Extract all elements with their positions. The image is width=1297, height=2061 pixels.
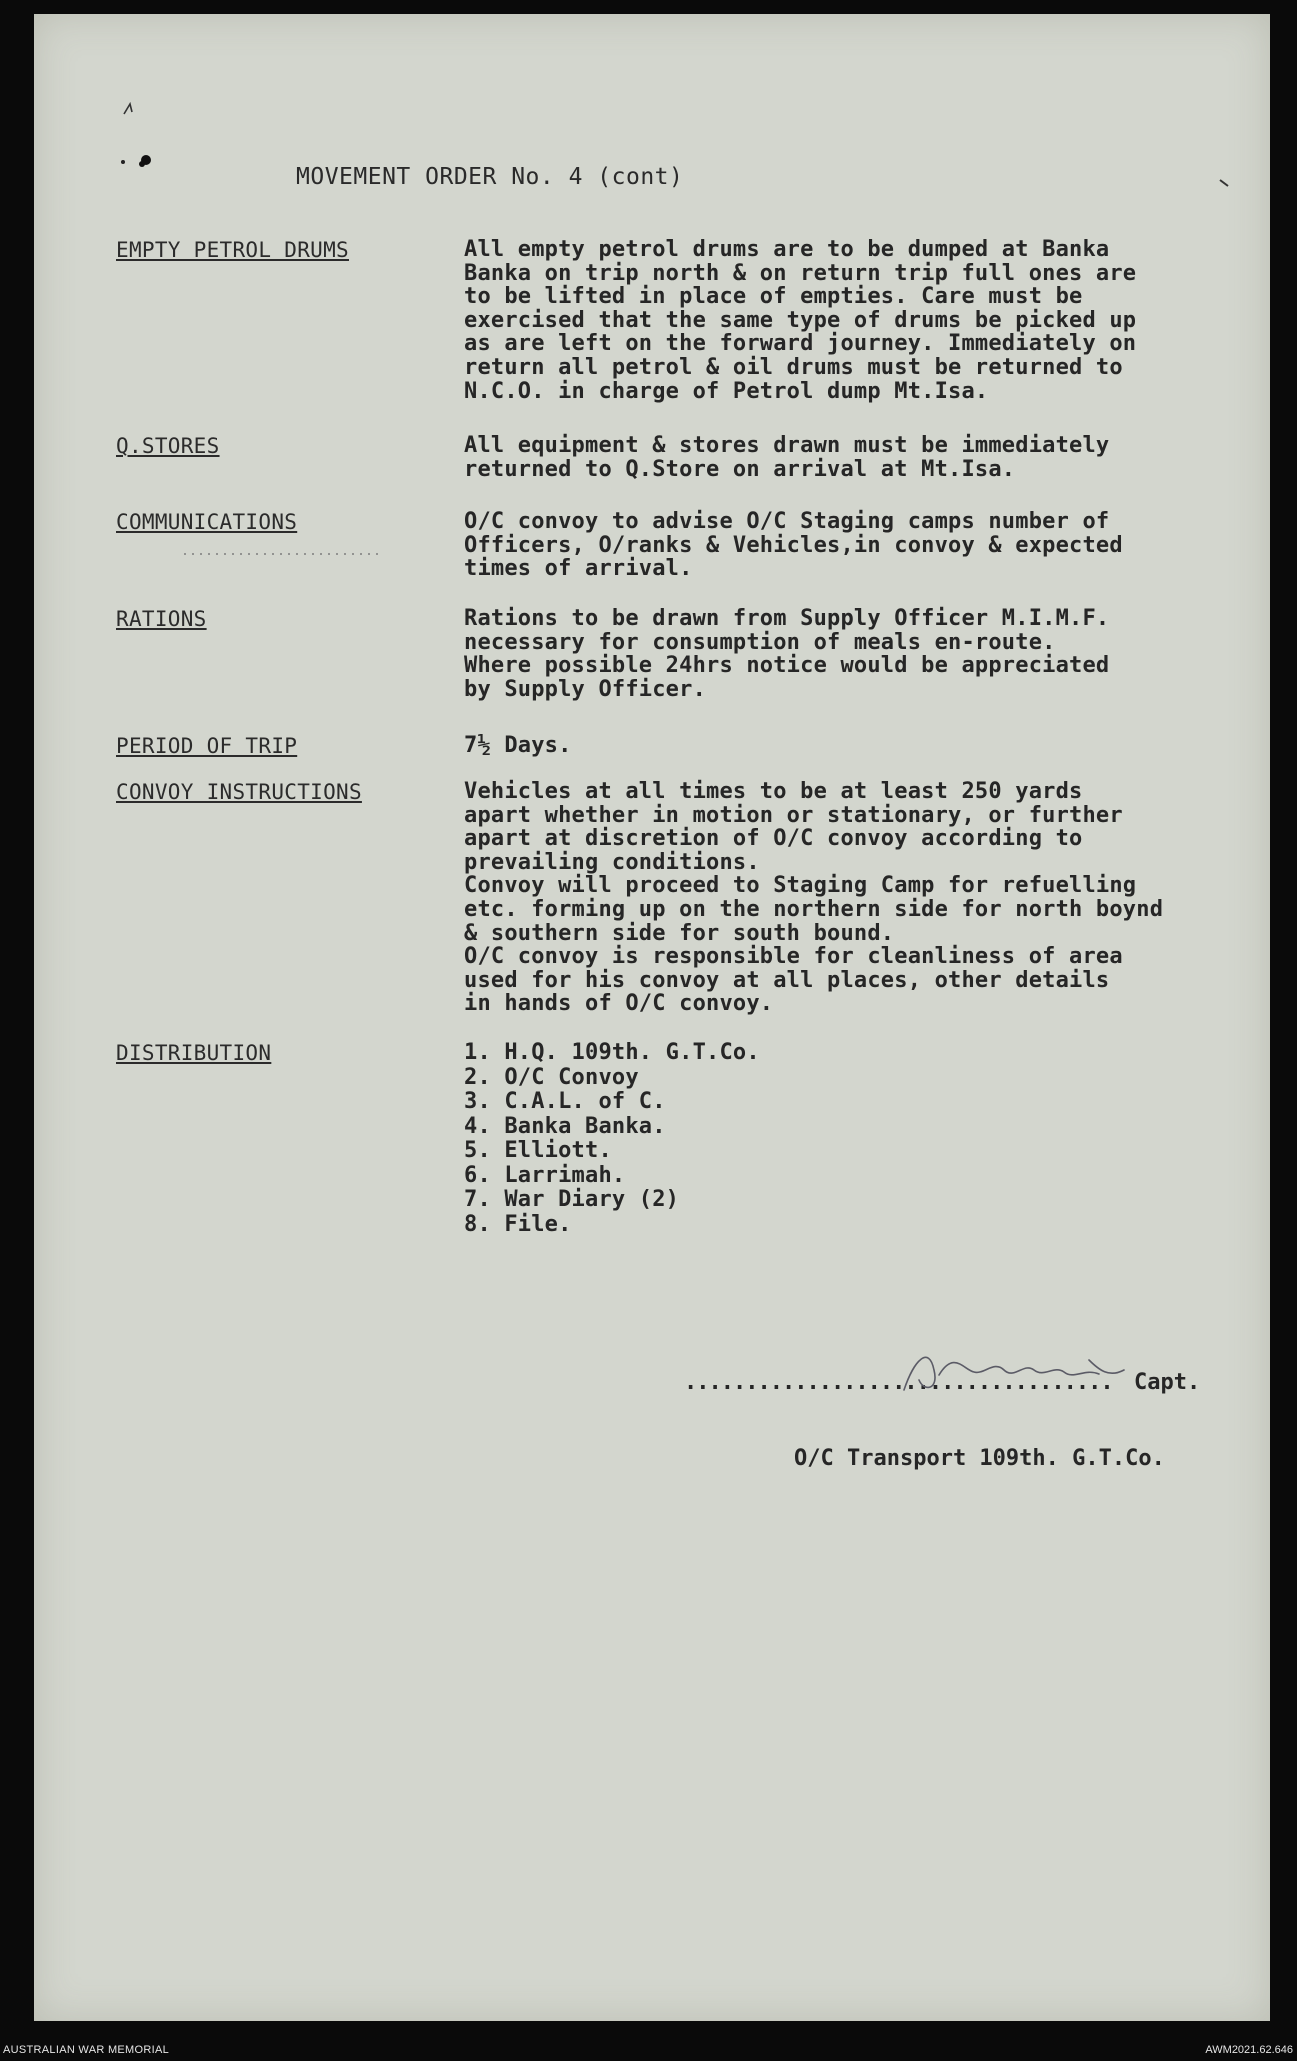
list-item: 5. Elliott.	[464, 1138, 612, 1163]
section-text: Rations to be drawn from Supply Officer M.I.M.F. necessary for consumption of meals en-route. Where possible 24hrs notice would be appreciated by Supply Officer.	[464, 606, 1110, 702]
list-item: 2. O/C Convoy	[464, 1064, 639, 1090]
section-text: O/C convoy to advise O/C Staging camps number of Officers, O/ranks & Vehicles,in convoy & expected times of arrival.	[464, 509, 1123, 582]
footer-credit: AUSTRALIAN WAR MEMORIAL	[3, 2044, 170, 2056]
section-label: DISTRIBUTION	[116, 1041, 272, 1065]
page-title: MOVEMENT ORDER No. 4 (cont)	[296, 164, 684, 190]
list-item: 4. Banka Banka.	[464, 1113, 666, 1139]
section-text: All equipment & stores drawn must be immediately returned to Q.Store on arrival at Mt.Isa.	[464, 433, 1110, 482]
handwritten-signature	[884, 1340, 1144, 1400]
list-item: 1. H.Q. 109th. G.T.Co.	[464, 1040, 760, 1065]
distribution-list	[464, 1041, 1264, 1237]
section-label: COMMUNICATIONS	[116, 510, 298, 534]
distribution-list-wrapper	[464, 1041, 1264, 1237]
section-label: EMPTY PETROL DRUMS	[116, 238, 349, 262]
footer-accession-number: AWM2021.62.646	[1205, 2044, 1293, 2056]
ink-mark	[1216, 174, 1236, 194]
section-text: All empty petrol drums are to be dumped at Banka Banka on trip north & on return trip full ones are to be lifted in place of empties. Care must be exercised that the same type of drums be picked up as are left on the forward journey. Immediately on return all petrol & oil drums must be returned to N.C.O. in charge of Petrol dump Mt.Isa.	[464, 237, 1137, 404]
signature-block	[684, 1370, 1204, 1410]
section-label: PERIOD OF TRIP	[116, 734, 298, 758]
signature-dots: ...................................	[684, 1370, 1113, 1395]
ink-blot	[116, 144, 156, 174]
section-label: Q.STORES	[116, 434, 220, 458]
section-text: Vehicles at all times to be at least 250 yards apart whether in motion or stationary, or further apart at discretion of O/C convoy according to prevailing conditions. Convoy will proceed to Staging Camp for refuelling etc. forming up on the northern side for north boynd & southern side for south bound. O/C convoy is responsible for cleanliness of area used for his convoy at all places, other details in hands of O/C convoy.	[464, 779, 1164, 1017]
section-label: CONVOY INSTRUCTIONS	[116, 780, 362, 804]
dotted-guide	[184, 549, 384, 559]
list-item: 8. File.	[464, 1211, 572, 1237]
section-label: RATIONS	[116, 607, 207, 631]
signature-rank: Capt.	[1134, 1370, 1201, 1395]
list-item: 7. War Diary (2)	[464, 1187, 680, 1212]
signed-by: O/C Transport 109th. G.T.Co.	[794, 1446, 1165, 1471]
list-item: 3. C.A.L. of C.	[464, 1089, 666, 1114]
ink-mark	[114, 94, 144, 124]
list-item: 6. Larrimah.	[464, 1162, 626, 1188]
document-page	[34, 14, 1270, 2021]
section-text: 7½ Days.	[464, 733, 572, 758]
